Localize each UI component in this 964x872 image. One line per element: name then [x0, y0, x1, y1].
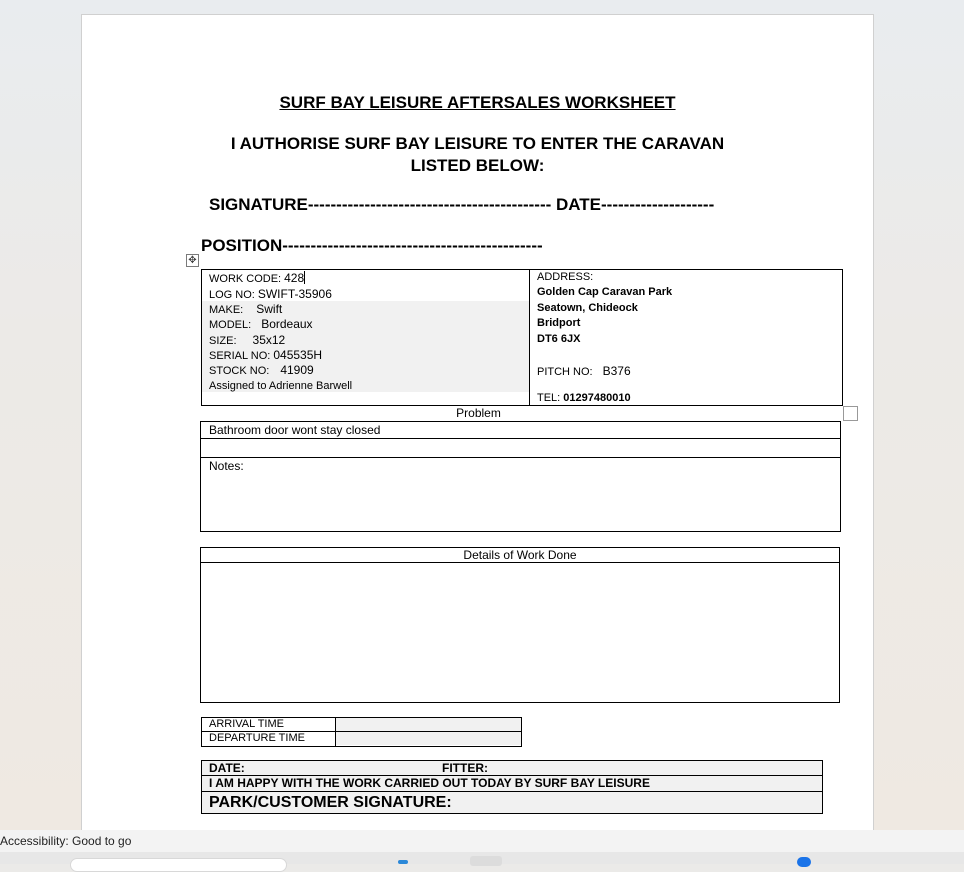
problem-table[interactable]: [200, 421, 841, 532]
work-done-heading: Details of Work Done: [201, 548, 839, 563]
date-fitter-row[interactable]: [202, 761, 822, 776]
address-line-3: Bridport: [537, 317, 581, 329]
text-cursor: [304, 271, 305, 284]
authorisation-statement: [82, 133, 873, 177]
time-column-divider: [335, 718, 336, 746]
taskbar-active-app-icon[interactable]: [470, 856, 502, 866]
model-label: MODEL:: [209, 319, 252, 331]
stock-label: STOCK NO:: [209, 365, 270, 377]
taskbar-search-box[interactable]: [70, 858, 287, 872]
problem-row[interactable]: [201, 422, 840, 439]
problem-blank-row[interactable]: [201, 439, 840, 458]
layout-options-icon[interactable]: [843, 406, 858, 421]
serial-label: SERIAL NO:: [209, 350, 271, 362]
work-code-value[interactable]: 428: [284, 271, 305, 285]
make-label: MAKE:: [209, 304, 244, 316]
address-line-4: DT6 6JX: [537, 333, 581, 345]
size-value[interactable]: 35x12: [252, 333, 286, 347]
signature-date-line: SIGNATURE------------------------------------------- DATE--------------------: [209, 195, 715, 214]
departure-time-label: DEPARTURE TIME: [209, 732, 305, 744]
customer-signature-label: PARK/CUSTOMER SIGNATURE:: [209, 794, 452, 811]
problem-heading: Problem: [456, 406, 501, 420]
notes-label: Notes:: [209, 459, 244, 473]
log-no-field[interactable]: [209, 287, 332, 301]
assigned-to: Assigned to Adrienne Barwell: [209, 380, 353, 392]
taskbar-app-icon[interactable]: [398, 860, 408, 864]
work-code-field[interactable]: [209, 271, 305, 285]
serial-value[interactable]: 045535H: [273, 348, 323, 362]
arrival-row[interactable]: [202, 718, 521, 732]
make-value[interactable]: Swift: [256, 302, 283, 316]
signoff-date-label: DATE:: [209, 761, 245, 775]
serial-field[interactable]: [209, 348, 322, 362]
status-bar: [0, 830, 964, 852]
time-table[interactable]: [201, 717, 522, 747]
log-no-label: LOG NO:: [209, 289, 255, 301]
size-field[interactable]: [209, 333, 285, 347]
pitch-value[interactable]: B376: [602, 364, 631, 378]
address-label: ADDRESS:: [537, 271, 594, 283]
taskbar: [0, 852, 964, 864]
tel-label: TEL:: [537, 392, 561, 404]
caravan-info-table: [201, 269, 843, 406]
position-line: POSITION----------------------------------------------: [201, 236, 543, 255]
problem-text[interactable]: Bathroom door wont stay closed: [209, 423, 381, 437]
departure-time-value[interactable]: [336, 732, 521, 745]
stock-field[interactable]: [209, 363, 314, 377]
departure-row[interactable]: [202, 732, 521, 745]
pitch-label: PITCH NO:: [537, 366, 593, 378]
signoff-table[interactable]: [201, 760, 823, 814]
table-move-handle-icon[interactable]: ✥: [186, 254, 199, 267]
address-line-2: Seatown, Chideock: [537, 302, 638, 314]
caravan-details-cell[interactable]: [202, 270, 530, 405]
authorisation-line-1: I AUTHORISE SURF BAY LEISURE TO ENTER THE CARAVAN: [230, 134, 725, 153]
model-field[interactable]: [209, 317, 313, 331]
accessibility-status[interactable]: Accessibility: Good to go: [0, 834, 132, 848]
tel-value: 01297480010: [563, 392, 631, 404]
address-line-1: Golden Cap Caravan Park: [537, 286, 673, 298]
work-code-label: WORK CODE:: [209, 273, 282, 285]
log-no-value[interactable]: SWIFT-35906: [257, 287, 332, 301]
authorisation-line-2: LISTED BELOW:: [410, 156, 545, 175]
size-label: SIZE:: [209, 335, 237, 347]
model-value[interactable]: Bordeaux: [261, 317, 313, 331]
notification-badge-icon[interactable]: [797, 857, 811, 867]
customer-signature-row[interactable]: [202, 792, 822, 813]
telephone-field: [537, 392, 631, 404]
arrival-time-label: ARRIVAL TIME: [209, 718, 284, 730]
make-field[interactable]: [209, 302, 282, 316]
stock-value[interactable]: 41909: [280, 363, 314, 377]
satisfaction-row: [202, 776, 822, 792]
satisfaction-statement: I AM HAPPY WITH THE WORK CARRIED OUT TODAY BY SURF BAY LEISURE: [209, 776, 650, 790]
work-done-table[interactable]: [200, 547, 840, 703]
document-page[interactable]: [81, 14, 874, 831]
arrival-time-value[interactable]: [336, 718, 521, 731]
fitter-label: FITTER:: [442, 761, 488, 775]
pitch-field: [537, 364, 631, 378]
worksheet-title: SURF BAY LEISURE AFTERSALES WORKSHEET: [279, 93, 676, 112]
